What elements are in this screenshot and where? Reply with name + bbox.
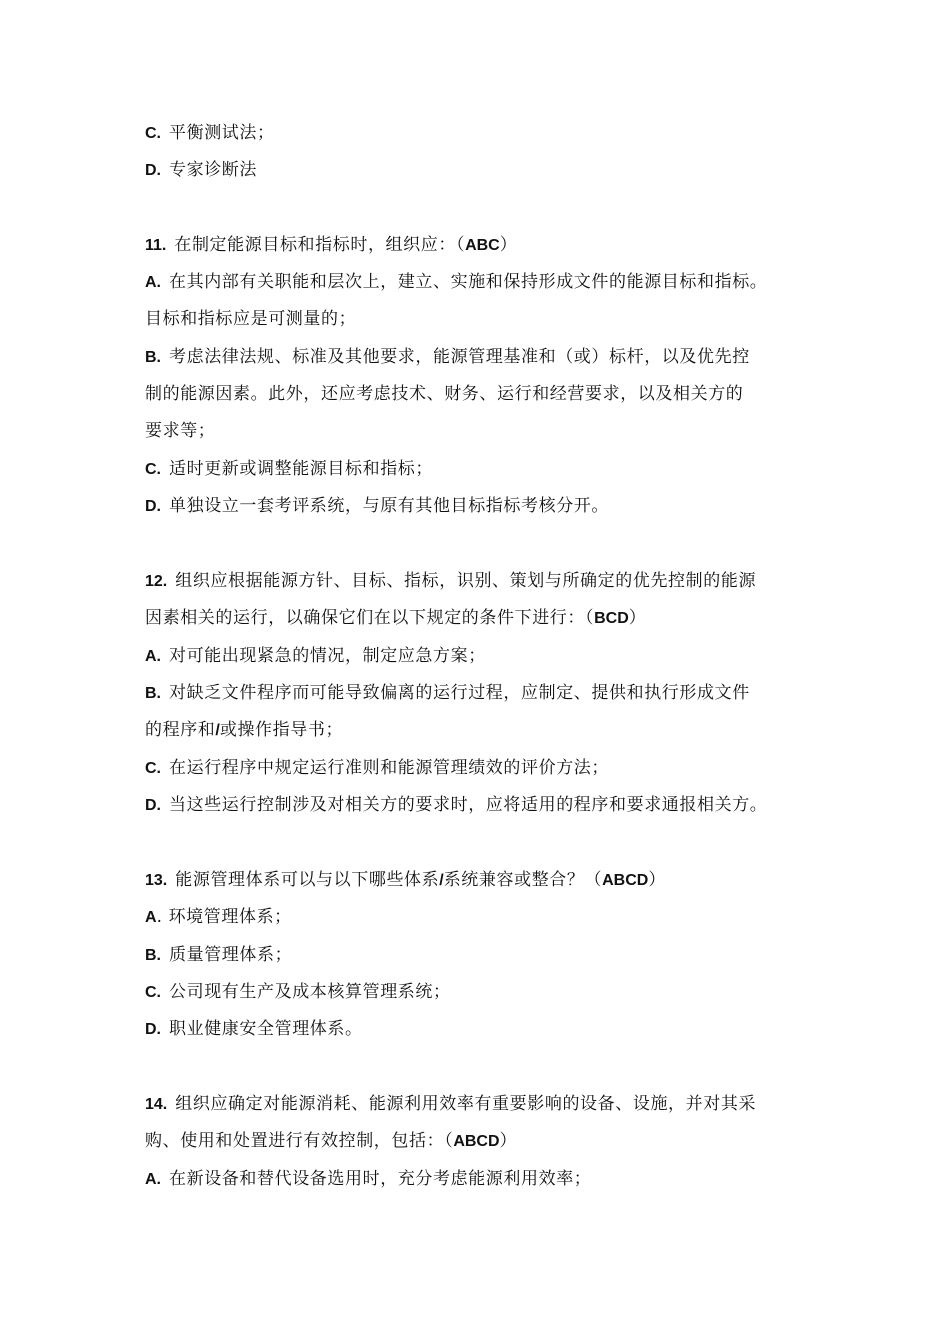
question-13-option-b xyxy=(145,944,292,966)
answer-close: ） xyxy=(499,1131,518,1151)
option-label: C. xyxy=(145,984,161,1001)
question-13-option-d xyxy=(145,1018,363,1040)
question-12-option-d xyxy=(145,794,767,816)
answer-close: ） xyxy=(628,608,647,628)
option-text: 在其内部有关职能和层次上，建立、实施和保持形成文件的能源目标和指标。 xyxy=(169,272,768,292)
option-text: 平衡测试法； xyxy=(169,123,275,143)
option-label: B. xyxy=(145,947,161,964)
question-11-option-b-cont xyxy=(145,420,215,442)
option-text: . 环境管理体系； xyxy=(156,907,292,927)
option-text: 职业健康安全管理体系。 xyxy=(169,1019,363,1039)
question-11-option-c xyxy=(145,458,433,480)
answer-key: ABCD xyxy=(602,872,649,889)
option-text: 对可能出现紧急的情况，制定应急方案； xyxy=(169,646,486,666)
option-label: D. xyxy=(145,498,161,515)
question-text: 能源管理体系可以与以下哪些体系 xyxy=(175,870,440,890)
option-text: 在运行程序中规定运行准则和能源管理绩效的评价方法； xyxy=(169,758,609,778)
question-12-stem-cont xyxy=(145,607,646,629)
question-number: 11. xyxy=(145,237,167,254)
option-text: 要求等； xyxy=(145,421,216,441)
slash: / xyxy=(215,722,220,739)
answer-close: ） xyxy=(648,870,666,890)
option-label: B. xyxy=(145,349,161,366)
option-label: D. xyxy=(145,1021,161,1038)
option-text: 适时更新或调整能源目标和指标； xyxy=(169,459,433,479)
question-14-stem-cont xyxy=(145,1130,517,1152)
option-text: 专家诊断法 xyxy=(169,160,257,180)
question-12-stem xyxy=(145,570,756,592)
option-text: 的程序和 xyxy=(145,720,216,740)
question-11-option-b xyxy=(145,346,750,368)
option-label: C. xyxy=(145,125,161,142)
question-text: 购、使用和处置进行有效控制，包括：（ xyxy=(145,1131,454,1151)
option-text: 制的能源因素。此外，还应考虑技术、财务、运行和经营要求，以及相关方的 xyxy=(145,384,744,404)
question-number: 12. xyxy=(145,573,168,590)
option-text: 考虑法律法规、标准及其他要求，能源管理基准和（或）标杆，以及优先控 xyxy=(169,347,750,367)
question-12-option-c xyxy=(145,757,609,779)
option-label: A xyxy=(145,909,157,926)
answer-key: BCD xyxy=(594,610,629,627)
question-number: 13. xyxy=(145,872,168,889)
question-number: 14. xyxy=(145,1096,168,1113)
option-text: 质量管理体系； xyxy=(169,945,293,965)
question-13-option-a xyxy=(145,906,292,928)
question-12-option-a xyxy=(145,645,486,667)
question-text: 因素相关的运行，以确保它们在以下规定的条件下进行：（ xyxy=(145,608,595,628)
option-text: 在新设备和替代设备选用时，充分考虑能源利用效率； xyxy=(169,1169,592,1189)
question-14-stem xyxy=(145,1093,756,1115)
option-label: D. xyxy=(145,162,161,179)
option-d xyxy=(145,159,257,181)
question-11-option-a-cont xyxy=(145,308,356,330)
question-text: 组织应根据能源方针、目标、指标，识别、策划与所确定的优先控制的能源 xyxy=(175,571,757,591)
question-12-option-b xyxy=(145,682,750,704)
question-12-option-b-cont xyxy=(145,719,343,741)
question-11-stem xyxy=(145,234,517,256)
slash: / xyxy=(439,872,444,889)
answer-close: ） xyxy=(499,235,518,255)
option-text: 或操作指导书； xyxy=(219,720,344,740)
answer-key: ABCD xyxy=(453,1133,500,1150)
question-text: 在制定能源目标和指标时，组织应：（ xyxy=(174,235,466,255)
option-text: 公司现有生产及成本核算管理系统； xyxy=(169,982,451,1002)
question-13-stem xyxy=(145,869,666,891)
question-11-option-a xyxy=(145,271,767,293)
question-text: 系统兼容或整合？（ xyxy=(443,870,603,890)
question-13-option-c xyxy=(145,981,451,1003)
option-label: A. xyxy=(145,648,161,665)
option-c xyxy=(145,122,275,144)
question-text: 组织应确定对能源消耗、能源利用效率有重要影响的设备、设施，并对其采 xyxy=(175,1094,757,1114)
option-label: C. xyxy=(145,760,161,777)
question-11-option-b-cont xyxy=(145,383,743,405)
option-label: A. xyxy=(145,274,161,291)
option-text: 对缺乏文件程序而可能导致偏离的运行过程，应制定、提供和执行形成文件 xyxy=(169,683,750,703)
option-label: D. xyxy=(145,797,161,814)
option-label: A. xyxy=(145,1171,161,1188)
answer-key: ABC xyxy=(465,237,500,254)
question-14-option-a xyxy=(145,1168,591,1190)
option-text: 目标和指标应是可测量的； xyxy=(145,309,357,329)
question-11-option-d xyxy=(145,495,609,517)
option-text: 当这些运行控制涉及对相关方的要求时，应将适用的程序和要求通报相关方。 xyxy=(169,795,768,815)
option-label: C. xyxy=(145,461,161,478)
option-text: 单独设立一套考评系统，与原有其他目标指标考核分开。 xyxy=(169,496,609,516)
option-label: B. xyxy=(145,685,161,702)
